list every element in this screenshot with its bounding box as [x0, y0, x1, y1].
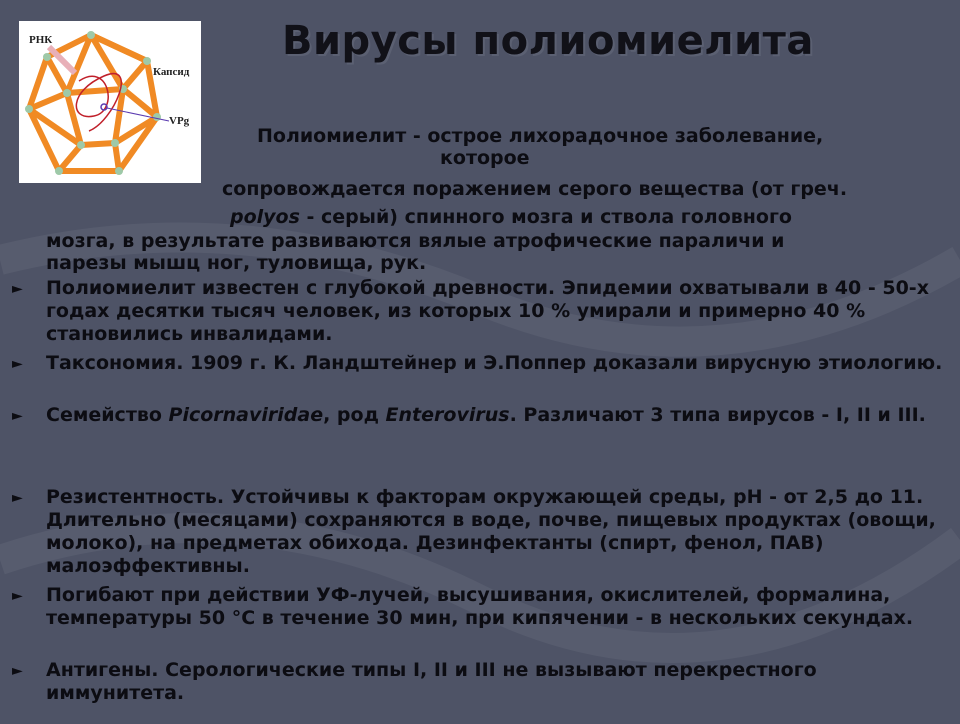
- bullet-arrow-icon: ►: [12, 356, 23, 372]
- bullet-text: Погибают при действии УФ-лучей, высушивания, окислителей, формалина, температуры 50 °С в течение 30 мин, при кипячении - в нескольких секундах.: [46, 584, 914, 629]
- intro-line-4-rest: - серый) спинного мозга и ствола головного: [299, 206, 792, 228]
- intro-line-2: которое: [440, 147, 530, 169]
- bullet-arrow-icon: ►: [12, 588, 23, 604]
- family-post: . Различают 3 типа вирусов - I, II и III.: [509, 404, 926, 426]
- bullet-text: Антигены. Серологические типы I, II и III не вызывают перекрестного иммунитета.: [46, 659, 817, 704]
- bullet-text: Таксономия. 1909 г. К. Ландштейнер и Э.Поппер доказали вирусную этиологию.: [46, 352, 943, 374]
- family-name: Picornaviridae: [168, 404, 324, 426]
- intro-line-3: сопровождается поражением серого вещества (от греч.: [222, 178, 848, 200]
- bullet-arrow-icon: ►: [12, 663, 23, 679]
- capsid-label: Капсид: [153, 66, 190, 78]
- family-mid: , род: [323, 404, 386, 426]
- greek-term: polyos: [230, 206, 300, 228]
- bullet-text: [46, 404, 951, 427]
- rna-label: РНК: [29, 34, 53, 46]
- slide-title: Вирусы полиомиелита: [282, 18, 814, 64]
- genus-name: Enterovirus: [385, 404, 510, 426]
- intro-line-5: мозга, в результате развиваются вялые атрофические параличи и: [46, 230, 785, 252]
- bullet-arrow-icon: ►: [12, 281, 23, 297]
- intro-line-1: Полиомиелит - острое лихорадочное заболевание,: [257, 125, 824, 147]
- virus-structure-image: [19, 21, 201, 183]
- icosahedron-diagram: [19, 21, 201, 183]
- bullet-text: Полиомиелит известен с глубокой древности. Эпидемии охватывали в 40 - 50-х годах десятки тысяч человек, из которых 10 % умирали и примерно 40 % становились инвалидами.: [46, 277, 929, 345]
- vpg-label: VPg: [169, 115, 190, 127]
- bullet-arrow-icon: ►: [12, 490, 23, 506]
- intro-line-4: [230, 205, 792, 229]
- bullet-arrow-icon: ►: [12, 408, 23, 424]
- family-pre: Семейство: [46, 404, 169, 426]
- intro-line-6: парезы мышц ног, туловища, рук.: [46, 252, 427, 274]
- bullet-text: Резистентность. Устойчивы к факторам окружающей среды, рН - от 2,5 до 11. Длительно (месяцами) сохраняются в воде, почве, пищевых продуктах (овощи, молоко), на предметах обихода. Дезинфектанты (спирт, фенол, ПАВ) малоэффективны.: [46, 486, 936, 577]
